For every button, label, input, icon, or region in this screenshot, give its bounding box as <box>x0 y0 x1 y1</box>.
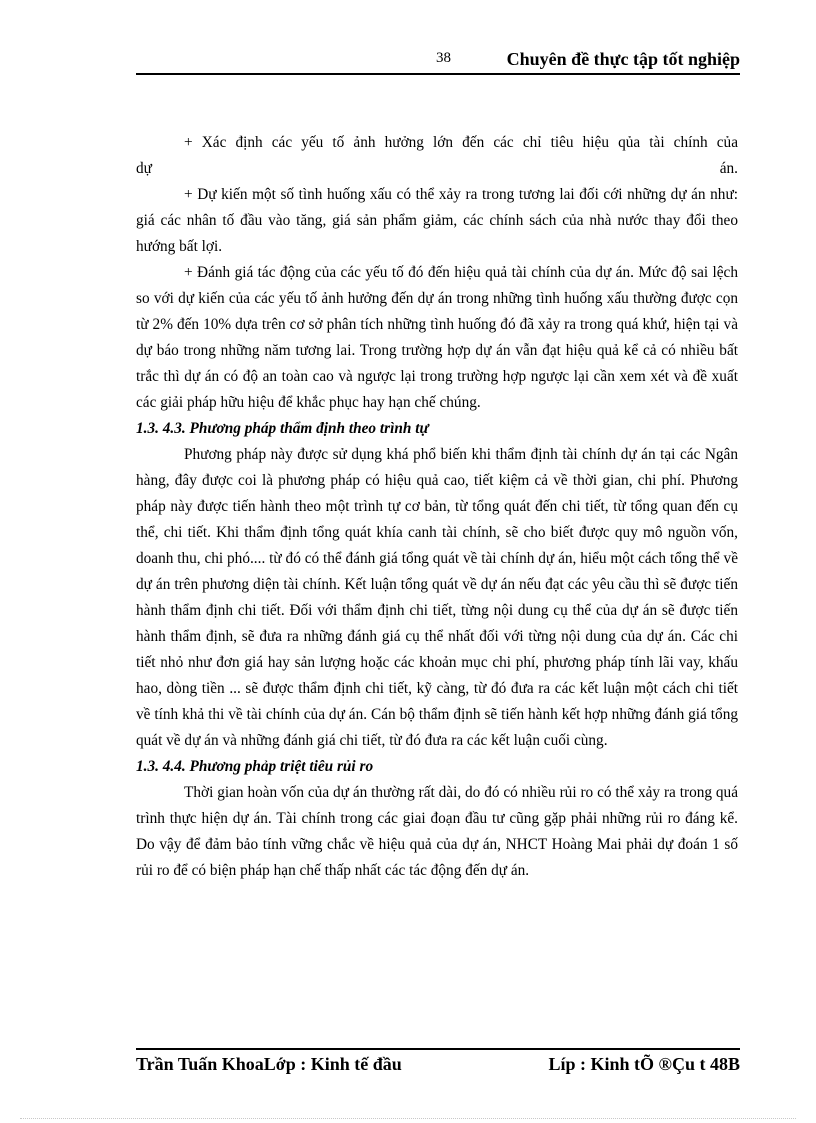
paragraph-1-line-2: dự án. <box>136 160 738 177</box>
page-header <box>136 48 740 74</box>
footer-author: Trần Tuấn KhoaLớp : Kinh tế đầu <box>136 1054 402 1074</box>
paragraph-5: Thời gian hoàn vốn của dự án thường rất dài, do đó có nhiều rủi ro có thể xảy ra trong quá trình thực hiện dự án. Tài chính trong các giai đoạn đầu tư cũng gặp phải những rủi ro đáng kể. Do vậy để đảm bảo tính vững chắc về hiệu quả của dự án, NHCT Hoàng Mai phải dự đoán 1 số rủi ro để có biện pháp hạn chế thấp nhất các tác động đến dự án. <box>136 784 738 879</box>
footer-class: Líp : Kinh tÕ ®Çu t 48B <box>548 1054 740 1074</box>
section-heading-433: 1.3. 4.3. Phương pháp thẩm định theo trình tự <box>136 420 429 437</box>
paragraph-2: + Dự kiến một số tình huống xấu có thể xảy ra trong tương lai đối cới những dự án như: giá các nhân tố đầu vào tăng, giá sản phẩm giảm, các chính sách của nhà nước thay đổi theo hướng bất lợi. <box>136 186 738 255</box>
paragraph-3: + Đánh giá tác động của các yếu tố đó đến hiệu quả tài chính của dự án. Mức độ sai lệch so với dự kiến của các yếu tố ảnh hưởng đến dự án trong những tình huống xấu thường được cọn từ 2% đến 10% dựa trên cơ sở phân tích những tình huống đó đã xảy ra trong quá khứ, hiện tại và dự báo trong những năm tương lai. Trong trường hợp dự án vẫn đạt hiệu quả kể cả có nhiều bất trắc thì dự án có độ an toàn cao và ngược lại trong trường hợp ngược lại cần xem xét và đề xuất các giải pháp hữu hiệu để khắc phục hay hạn chế chúng. <box>136 264 738 411</box>
header-divider <box>136 73 740 75</box>
document-title: Chuyên đề thực tập tốt nghiệp <box>506 49 740 69</box>
page-number: 38 <box>436 50 451 66</box>
page-bottom-divider <box>20 1118 796 1119</box>
paragraph-1-line-1: + Xác định các yếu tố ảnh hưởng lớn đến các chỉ tiêu hiệu qủa tài chính của <box>184 134 738 151</box>
page-footer <box>136 1054 740 1080</box>
paragraph-4: Phương pháp này được sử dụng khá phổ biến khi thẩm định tài chính dự án tại các Ngân hàng, đây được coi là phương pháp có hiệu quả cao, tiết kiệm cả về thời gian, chi phí. Phương pháp này được tiến hành theo một trình tự cơ bản, từ tổng quát đến chi tiết, từ tổng quan đến cụ thể, chi tiết. Khi thẩm định tổng quát khía canh tài chính, sẽ cho biết được quy mô nguồn vốn, doanh thu, chi phó.... từ đó có thể đánh giá tổng quát về tài chính dự án, hiểu một cách tổng thể về dự án trên phương diện tài chính. Kết luận tổng quát về dự án nếu đạt các yêu cầu thì sẽ được tiến hành thẩm định chi tiết. Đối với thẩm định chi tiết, từng nội dung cụ thể của dự án sẽ được tiến hành thẩm định, sẽ đưa ra những đánh giá cụ thể nhất đối với từng nội dung của dự án. Các chi tiết nhỏ như đơn giá hay sản lượng hoặc các khoản mục chi phí, phương pháp tính lãi vay, khấu hao, dòng tiền ... sẽ được thẩm định chi tiết, kỹ càng, từ đó đưa ra các kết luận một cách chi tiết về tính khả thi về tài chính của dự án. Cán bộ thẩm định sẽ tiến hành kết hợp những đánh giá tổng quát về dự án và những đánh giá chi tiết, từ đó đưa ra các kết luận cuối cùng. <box>136 446 738 749</box>
document-body <box>136 130 738 884</box>
footer-divider <box>136 1048 740 1050</box>
section-heading-434: 1.3. 4.4. Phương phảp triệt tiêu rủi ro <box>136 758 374 775</box>
